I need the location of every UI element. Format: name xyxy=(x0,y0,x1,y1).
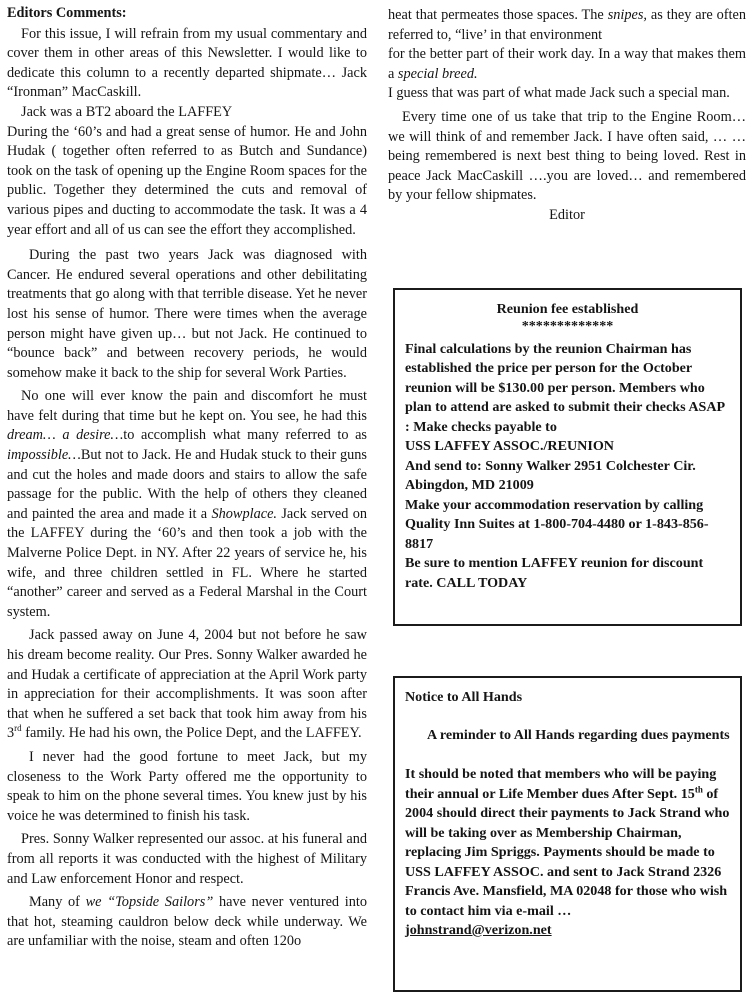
reunion-line: Quality Inn Suites at 1-800-704-4480 or 1-843-856-8817 xyxy=(405,516,709,552)
editor-signature: Editor xyxy=(549,206,585,223)
editors-comments-heading: Editors Comments: xyxy=(7,5,127,21)
notice-box-title: Notice to All Hands xyxy=(405,689,523,705)
paragraph: I guess that was part of what made Jack such a special man. xyxy=(388,85,730,102)
email-link[interactable]: johnstrand@verizon.net xyxy=(405,922,552,938)
reunion-line: Be sure to mention LAFFEY reunion for discount rate. CALL TODAY xyxy=(405,555,704,591)
paragraph: Jack was a BT2 aboard the LAFFEY xyxy=(21,103,233,120)
paragraph: During the past two years Jack was diagnosed with Cancer. He endured several operations and other debilitating treatments that go along with that terrible disease. Yet he never lost his sense of humor. There were times when the average person might have given up… but not Jack. He continued to “bounce back” and between recovery periods, he would somehow make it back to the ship for several Work Parties. xyxy=(7,247,367,381)
paragraph: Jack passed away on June 4, 2004 but not before he saw his dream become reality. Our Pres. Sonny Walker awarded he and Hudak a certificate of appreciation at the April Work party in appreciation for their accomplishments. It was soon after that when he suffered a set back that took him away from his 3rd family. He had his own, the Police Dept, and the LAFFEY. xyxy=(7,627,367,742)
paragraph: for the better part of their work day. In a way that makes them a special breed. xyxy=(388,46,746,82)
notice-to-all-hands-box xyxy=(393,676,742,992)
notice-box-subtitle: A reminder to All Hands regarding dues payments xyxy=(427,726,730,743)
paragraph: I never had the good fortune to meet Jack, but my closeness to the Work Party offered me the opportunity to speak to him on the phone several times. You knew just by his voice he was determined to finish his task. xyxy=(7,748,367,824)
reunion-line: Make your accommodation reservation by calling xyxy=(405,496,704,513)
paragraph: heat that permeates those spaces. The snipes, as they are often referred to, “live’ in that environment xyxy=(388,7,746,43)
reunion-fee-box xyxy=(393,288,742,626)
paragraph: For this issue, I will refrain from my usual commentary and cover them in other areas of this Newsletter. I would like to dedicate this column to a recently departed shipmate… Jack “Ironman” MacCaskill. xyxy=(7,25,367,101)
reunion-line: And send to: Sonny Walker 2951 Colchester Cir. Abingdon, MD 21009 xyxy=(405,457,696,493)
paragraph: Every time one of us take that trip to the Engine Room… we will think of and remember Jack. I have often said, … …being remembered is next best thing to being loved. Rest in peace Jack MacCaskill ….you are loved… and remembered by your fellow shipmates. xyxy=(388,108,746,204)
reunion-box-divider: ************* xyxy=(521,317,614,334)
paragraph: Many of we “Topside Sailors” have never ventured into that hot, steaming cauldron below deck while underway. We are unfamiliar with the noise, steam and often 120o xyxy=(7,894,368,950)
notice-box-body: It should be noted that members who will be paying their annual or Life Member dues After Sept. 15th of 2004 should direct their payments to Jack Strand who will be taking over as Membership Chairman, replacing Jim Spriggs. Payments should be made to USS LAFFEY ASSOC. and sent to Jack Strand 2326 Francis Ave. Mansfield, MA 02048 for those who wish to contact him via e-mail … xyxy=(405,766,730,919)
paragraph: During the ‘60’s and had a great sense of humor. He and John Hudak ( together often referred to as Butch and Sundance) took on the task of opening up the Engine Room spaces for the public. Together they determined the cuts and removal of various pipes and ducting to accommodate the task. It was a 4 year effort and all of us can see the effort they accomplished. xyxy=(7,123,367,238)
paragraph: No one will ever know the pain and discomfort he must have felt during that time but he kept on. You see, he had this dream… a desire…to accomplish what many referred to as impossible…But not to Jack. He and Hudak stuck to their guns and cut the holes and made doors and stairs to allow the safe passage for the public. With the help of others they cleaned and painted the area and made it a Showplace. Jack served on the LAFFEY during the ‘60’s and then took a job with the Malverne Police Dept. in NY. After 22 years of service he, his wife, and three children settled in FL. Where he started “another” career and served as a Federal Marshal in the Court system. xyxy=(7,388,367,620)
editors-comments-column xyxy=(7,4,367,952)
editors-comments-continued xyxy=(388,6,746,226)
paragraph: Pres. Sonny Walker represented our assoc. at his funeral and from all reports it was conducted with the highest of Military and Law enforcement Honor and respect. xyxy=(7,831,367,887)
reunion-line: Final calculations by the reunion Chairman has established the price per person for the October reunion will be $130.00 per person. Members who plan to attend are asked to submit their checks ASAP : Make checks payable to xyxy=(405,340,725,435)
reunion-line: USS LAFFEY ASSOC./REUNION xyxy=(405,438,614,454)
reunion-box-title: Reunion fee established xyxy=(496,301,639,317)
